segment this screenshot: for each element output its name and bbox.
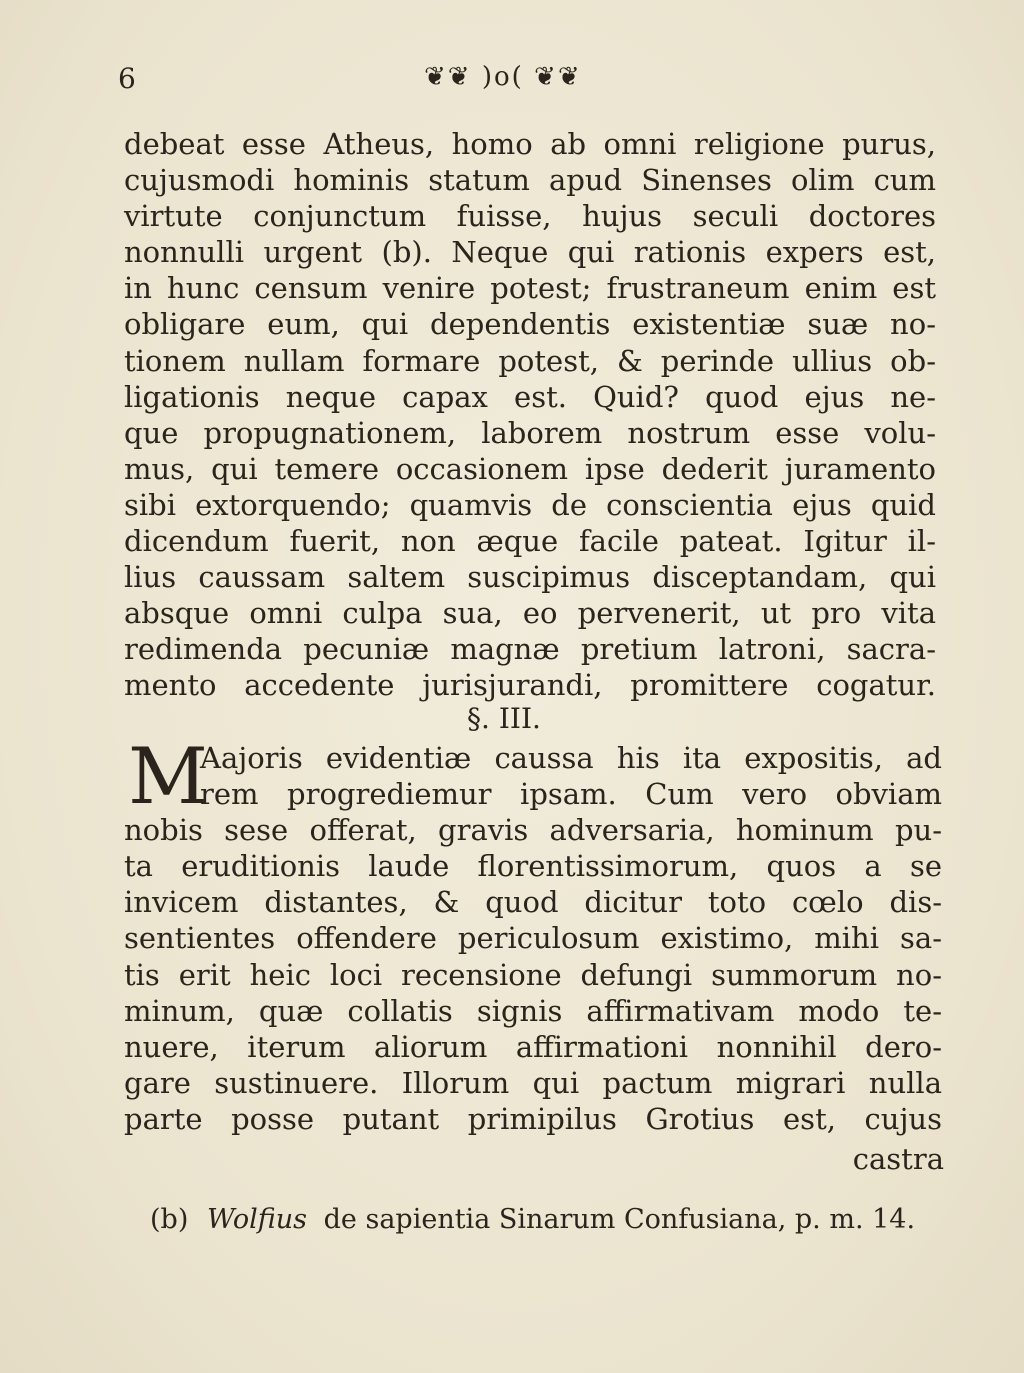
page-header <box>118 62 938 102</box>
text-line: obligare eum, qui dependentis existentiæ suæ no- <box>124 307 936 342</box>
section-heading: §. III. <box>467 702 541 735</box>
text-line: cujusmodi hominis statum apud Sinenses olim cum <box>124 163 936 198</box>
text-line: nuere, iterum aliorum affirmationi nonnihil dero- <box>124 1029 942 1064</box>
page-number: 6 <box>118 62 136 95</box>
text-line: invicem distantes, & quod dicitur toto cœlo dis- <box>124 885 942 920</box>
text-line: dicendum fuerit, non æque facile pateat. Igitur il- <box>124 524 936 559</box>
footnote <box>150 1204 940 1235</box>
text-line: mus, qui temere occasionem ipse dederit juramento <box>124 451 936 486</box>
text-line: ligationis neque capax est. Quid? quod ejus ne- <box>124 379 936 414</box>
text-line: gare sustinuere. Illorum qui pactum migrari nulla <box>124 1065 942 1100</box>
text-line: lius caussam saltem suscipimus disceptandam, qui <box>124 560 936 595</box>
catchword: castra <box>852 1142 944 1176</box>
text-line: absque omni culpa sua, eo pervenerit, ut pro vita <box>124 596 936 631</box>
text-line: virtute conjunctum fuisse, hujus seculi doctores <box>124 199 936 234</box>
text-line: minum, quæ collatis signis affirmativam modo te- <box>124 993 942 1028</box>
footnote-author: Wolfius <box>206 1204 308 1235</box>
drop-cap-letter: M <box>128 732 208 822</box>
dropcap-lines <box>200 740 942 812</box>
footnote-mark: (b) <box>150 1204 189 1235</box>
text-line: debeat esse Atheus, homo ab omni religione purus, <box>124 127 936 161</box>
text-line: sibi extorquendo; quamvis de conscientia ejus quid <box>124 487 936 522</box>
dropcap-block <box>124 732 942 822</box>
text-line: in hunc censum venire potest; frustraneum enim est <box>124 271 936 306</box>
paragraph-1 <box>124 126 936 704</box>
footnote-text: de sapientia Sinarum Confusiana, p. m. 14. <box>323 1204 916 1235</box>
text-line: redimenda pecuniæ magnæ pretium latroni, sacra- <box>124 632 936 667</box>
text-line: tionem nullam formare potest, & perinde ullius ob- <box>124 343 936 378</box>
text-line: Aajoris evidentiæ caussa his ita expositis, ad <box>200 741 942 775</box>
text-line: rem progrediemur ipsam. Cum vero obviam <box>200 777 942 812</box>
text-line: nobis sese offerat, gravis adversaria, hominum pu- <box>124 813 942 848</box>
text-line: ta eruditionis laude florentissimorum, quos a se <box>124 849 942 884</box>
text-line: nonnulli urgent (b). Neque qui rationis expers est, <box>124 235 936 270</box>
running-head-ornament: ❦❦ )o( ❦❦ <box>424 62 582 92</box>
text-line: que propugnationem, laborem nostrum esse volu- <box>124 415 936 450</box>
text-line: tis erit heic loci recensione defungi summorum no- <box>124 957 942 992</box>
paragraph-2 <box>124 732 942 1137</box>
text-line: sentientes offendere periculosum existimo, mihi sa- <box>124 921 942 956</box>
text-line: mento accedente jurisjurandi, promittere cogatur. <box>124 668 936 703</box>
text-line: parte posse putant primipilus Grotius est, cujus <box>124 1101 942 1136</box>
